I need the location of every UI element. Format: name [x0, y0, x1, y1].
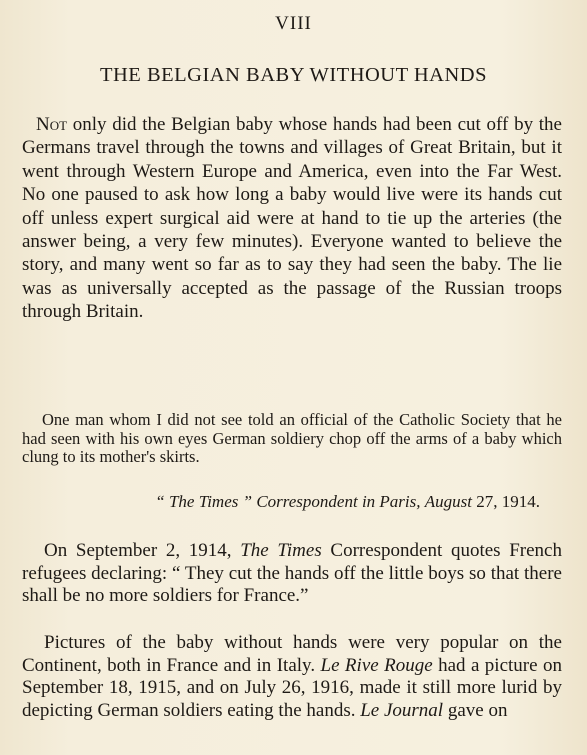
paragraph-3-part1: Pictures of the baby without hands were very popular on the Continent, both in France and in Italy. [22, 632, 562, 676]
paragraph-2-italic: The Times [240, 540, 322, 561]
paragraph-3-part2: had a picture on September 18, 1915, and on July 26, 1916, made it still more lurid by depicting German soldiers eating the hands. [22, 654, 562, 721]
paragraph-1-lead: Not [36, 114, 68, 135]
quote-attribution [22, 492, 540, 512]
attribution-source: “ The Times ” Correspondent in Paris, [155, 492, 421, 511]
paragraph-3-part3: gave on [443, 699, 508, 721]
paragraph-2 [22, 540, 562, 608]
paragraph-1 [22, 113, 562, 324]
attribution-date: 27, 1914. [472, 492, 540, 511]
chapter-number: VIII [275, 13, 312, 34]
paragraph-3 [22, 632, 562, 722]
paragraph-2-part1: On September 2, 1914, [44, 540, 241, 561]
paragraph-3-italic2: Le Journal [360, 699, 444, 721]
chapter-title: THE BELGIAN BABY WITHOUT HANDS [99, 64, 487, 86]
paragraph-1-text: only did the Belgian baby whose hands had been cut off by the Germans travel through the towns and villages of Great Britain, but it went through Western Europe and America, even into the Far West. No one paused to ask how long a baby would live were its hands cut off unless expert surgical aid were at hand to tie up the arteries (the answer being, a very few minutes). Everyone wanted to believe the story, and many went so far as to say they had seen the baby. The lie was as universally accepted as the passage of the Russian troops through Britain. [22, 114, 562, 323]
paragraph-3-italic1: Le Rive Rouge [320, 654, 433, 676]
attribution-month: August [424, 492, 472, 511]
block-quote: One man whom I did not see told an official of the Catholic Society that he had seen with his own eyes German soldiery chop off the arms of a baby which clung to its mother's skirts. [22, 410, 562, 467]
paragraph-2-part2: Correspondent quotes French refugees declaring: “ They cut the hands off the little boys so that there shall be no more soldiers for France.” [22, 540, 562, 607]
